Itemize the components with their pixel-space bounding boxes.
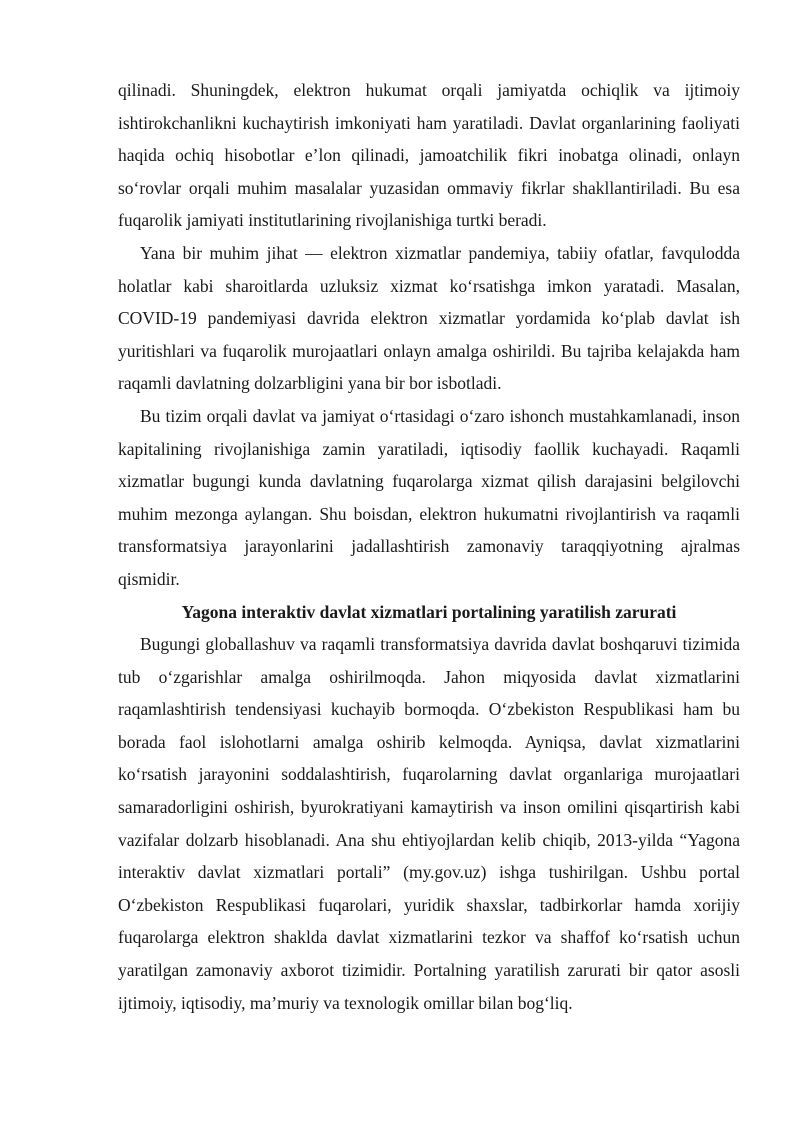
- paragraph-electronic-services: Yana bir muhim jihat — elektron xizmatlar pandemiya, tabiiy ofatlar, favqulodda holatlar kabi sharoitlarda uzluksiz xizmat ko‘rsatishga imkon yaratadi. Masalan, COVID-19 pandemiyasi davrida elektron xizmatlar yordamida ko‘plab davlat ish yuritishlari va fuqarolik murojaatlari onlayn amalga oshirildi. Bu tajriba kelajakda ham raqamli davlatning dolzarbligini yana bir bor isbotladi.: [118, 242, 740, 394]
- document-page: [118, 74, 740, 1019]
- paragraph-trust: Bu tizim orqali davlat va jamiyat o‘rtasidagi o‘zaro ishonch mustahkamlanadi, inson kapitalining rivojlanishiga zamin yaratiladi, iqtisodiy faollik kuchayadi. Raqamli xizmatlar bugungi kunda davlatning fuqarolarga xizmat qilish darajasini belgilovchi muhim mezonga aylangan. Shu boisdan, elektron hukumatni rivojlantirish va raqamli transformatsiya jarayonlarini jadallashtirish zamonaviy taraqqiyotning ajralmas qismidir.: [118, 405, 740, 589]
- section-heading: Yagona interaktiv davlat xizmatlari portalining yaratilish zarurati: [181, 601, 677, 622]
- paragraph-portal: Bugungi globallashuv va raqamli transformatsiya davrida davlat boshqaruvi tizimida tub o‘zgarishlar amalga oshirilmoqda. Jahon miqyosida davlat xizmatlarini raqamlashtirish tendensiyasi kuchayib bormoqda. O‘zbekiston Respublikasi ham bu borada faol islohotlarni amalga oshirib kelmoqda. Ayniqsa, davlat xizmatlarini ko‘rsatish jarayonini soddalashtirish, fuqarolarning davlat organlariga murojaatlari samaradorligini oshirish, byurokratiyani kamaytirish va inson omilini qisqartirish kabi vazifalar dolzarb hisoblanadi. Ana shu ehtiyojlardan kelib chiqib, 2013-yilda “Yagona interaktiv davlat xizmatlari portali” (my.gov.uz) ishga tushirilgan. Ushbu portal O‘zbekiston Respublikasi fuqarolari, yuridik shaxslar, tadbirkorlar hamda xorijiy fuqarolarga elektron shaklda davlat xizmatlarini tezkor va shaffof ko‘rsatish uchun yaratilgan zamonaviy axborot tizimidir. Portalning yaratilish zarurati bir qator asosli ijtimoiy, iqtisodiy, ma’muriy va texnologik omillar bilan bog‘liq.: [118, 634, 740, 1013]
- paragraph-continuation: qilinadi. Shuningdek, elektron hukumat orqali jamiyatda ochiqlik va ijtimoiy ishtirokchanlikni kuchaytirish imkoniyati ham yaratiladi. Davlat organlarining faoliyati haqida ochiq hisobotlar e’lon qilinadi, jamoatchilik fikri inobatga olinadi, onlayn so‘rovlar orqali muhim masalalar yuzasidan ommaviy fikrlar shakllantiriladi. Bu esa fuqarolik jamiyati institutlarining rivojlanishiga turtki beradi.: [118, 80, 740, 231]
